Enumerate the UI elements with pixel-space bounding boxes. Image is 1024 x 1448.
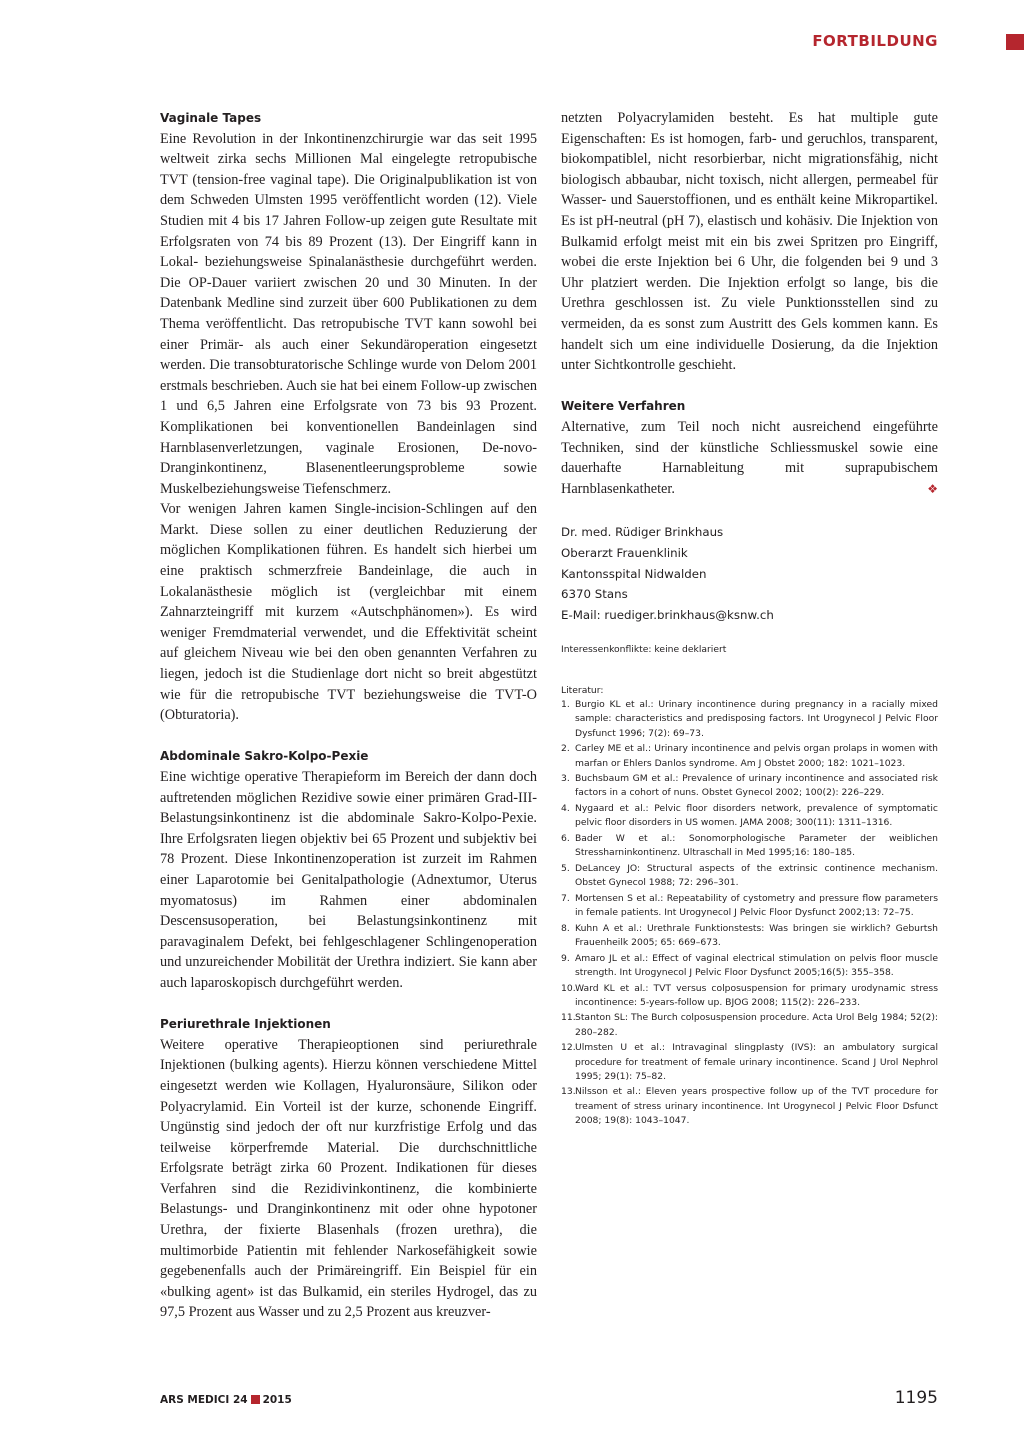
list-item: 5. DeLancey JO: Structural aspects of the extrinsic continence mechanism. Obstet Gynecol 1988; 72: 296–301.	[561, 862, 938, 889]
right-column	[561, 108, 938, 499]
literature-list	[561, 698, 938, 1128]
end-mark-icon: ❖	[927, 481, 938, 496]
literature-title: Literatur:	[561, 685, 604, 696]
list-item: 13. Nilsson et al.: Eleven years prospective follow up of the TVT procedure for treament of stress urinary incontinence. Int Urogynecol J Pelvic Floor Dsfunct 2008; 19(8): 1043–1047.	[561, 1086, 938, 1126]
journal-issue: ARS MEDICI 24	[160, 1394, 248, 1406]
list-item: 1. Burgio KL et al.: Urinary incontinence during pregnancy in a racially mixed sample: characteristics and predisposing factors. Int Urogynecol J Pelvic Floor Dysfunct 1996; 7(2): 69–73.	[561, 699, 938, 739]
list-item: 4. Nygaard et al.: Pelvic floor disorders network, prevalence of symptomatic pelvic floor disorders in US women. JAMA 2008; 300(11): 1311–1316.	[561, 803, 938, 829]
author-position: Oberarzt Frauenklinik	[561, 545, 688, 560]
list-item: 2. Carley ME et al.: Urinary incontinence and pelvis organ prolaps in women with marfan or Ehlers Danlos syndrome. Am J Obstet 2000; 182: 1021–1023.	[561, 743, 938, 769]
conflict-of-interest: Interessenkonflikte: keine deklariert	[561, 644, 727, 655]
list-item: 10. Ward KL et al.: TVT versus colposuspension for primary urodynamic stress incontinence: 5-years-follow up. BJOG 2008; 115(2): 226–233.	[561, 982, 938, 1008]
list-item: 8. Kuhn A et al.: Urethrale Funktionstests: Was bringen sie wirklich? Geburtsh Frauenheilk 2005; 65: 669–673.	[561, 922, 938, 948]
heading-periurethrale-injektionen: Periurethrale Injektionen	[160, 1017, 331, 1032]
author-hospital: Kantonsspital Nidwalden	[561, 566, 707, 581]
footer-journal	[160, 1394, 292, 1406]
list-item: 12. Ulmsten U et al.: Intravaginal slingplasty (IVS): an ambulatory surgical procedure for treatment of female urinary incontinence. Scand J Urol Nephrol 1995; 29(1): 75–82.	[561, 1042, 938, 1082]
heading-vaginal-tapes: Vaginale Tapes	[160, 111, 262, 125]
journal-year: 2015	[262, 1394, 292, 1406]
author-name: Dr. med. Rüdiger Brinkhaus	[561, 525, 724, 539]
literature	[561, 684, 938, 1130]
paragraph: Vor wenigen Jahren kamen Single-incision-Schlingen auf den Markt. Diese sollen zu einer deutlichen Reduzierung der möglichen Komplikationen führen. Es handelt sich hierbei um eine praktisch schmerzfreie Bandeinlage, die auch in Lokalanästhesie möglich ist (vergleichbar mit einem Zahnarzteingriff mit kurzem «Autschphänomen»). Es wird weniger Fremdmaterial verwendet, und die Effektivität scheint auf gleichem Niveau wie bei den oben genannten Verfahren zu liegen, jedoch ist die Studienlage dort nicht so breit abgestützt wie für die retropubische TVT beziehungsweise die TVT-O (Obturatoria).	[160, 501, 537, 724]
section-marker	[1006, 34, 1024, 50]
section-title: FORTBILDUNG	[812, 32, 938, 50]
author-city: 6370 Stans	[561, 587, 628, 602]
paragraph: netzten Polyacrylamiden besteht. Es hat multiple gute Eigenschaften: Es ist homogen, farb- und geruchlos, transparent, biokompatiblel, nicht resorbierbar, nicht migrationsfähig, nicht biologisch abbaubar, nicht toxisch, nicht allergen, permeabel für Wasser- und Sauerstoffionen, und es enthält keine Mikropartikel. Es ist pH-neutral (pH 7), elastisch und kohäsiv. Die Injektion von Bulkamid erfolgt meist mit ein bis zwei Spritzen pro Eingriff, wobei die erste Injektion bei 6 Uhr, die folgenden bei 9 und 3 Uhr platziert werden. Die Injektion erfolgt so lange, bis die Urethra geschlossen ist. Zu viele Punktionsstellen sind zu vermeiden, da es sonst zum Austritt des Gels kommen kann. Es handelt sich um eine individuelle Dosierung, da die Injektion unter Sichtkontrolle geschieht.	[561, 110, 938, 374]
list-item: 9. Amaro JL et al.: Effect of vaginal electrical stimulation on pelvis floor muscle strength. Int Urogynecol J Pelvic Floor Dysfunct 2005;16(5): 355–358.	[561, 952, 938, 978]
paragraph: Weitere operative Therapieoptionen sind periurethrale Injektionen (bulking agents). Hierzu können verschiedene Mittel eingesetzt werden wie Kollagen, Hyaluronsäure, Silikon oder Polyacrylamid. Ein Vorteil ist der kurze, schonende Eingriff. Ungünstig sind jedoch der oft nur kurzfristige Erfolg und das teilweise körperfremde Material. Die durchschnittliche Erfolgsrate beträgt zirka 60 Prozent. Indikationen für dieses Verfahren sind die Rezidivinkontinenz, die kombinierte Belastungs- und Dranginkontinenz mit oder ohne hypotoner Urethra, der fixierte Blasenhals (frozen urethra), die multimorbide Patientin mit fehlender Narkosefähigkeit sowie gegebenenfalls auch der Primäreingriff. Ein Beispiel für ein «bulking agent» ist das Bulkamid, ein steriles Hydrogel, das zu 97,5 Prozent aus Wasser und zu 2,5 Prozent aus kreuzver-	[160, 1036, 537, 1321]
footer-square-icon	[251, 1395, 260, 1404]
paragraph-text: Alternative, zum Teil noch nicht ausreichend eingeführte Techniken, sind der künstliche Schliessmuskel sowie eine dauerhafte Harnableitung mit suprapubischem Harnblasenkatheter.	[561, 418, 938, 497]
author-email[interactable]: E-Mail: ruediger.brinkhaus@ksnw.ch	[561, 608, 774, 623]
list-item: 11. Stanton SL: The Burch colposuspension procedure. Acta Urol Belg 1984; 52(2): 280–282.	[561, 1012, 938, 1038]
list-item: 7. Mortensen S et al.: Repeatability of cystometry and pressure flow parameters in female patients. Int Urogynecol J Pelvic Floor Dysfunct 2002;13: 72–75.	[561, 892, 938, 919]
left-column	[160, 108, 537, 1323]
page-number: 1195	[894, 1388, 938, 1408]
list-item: 3. Buchsbaum GM et al.: Prevalence of urinary incontinence and associated risk factors in a cohort of nuns. Obstet Gynecol 2002; 100(2): 226–229.	[561, 773, 938, 799]
heading-sakro-kolpo-pexie: Abdominale Sakro-Kolpo-Pexie	[160, 749, 369, 764]
paragraph	[561, 417, 938, 499]
paragraph: Eine Revolution in der Inkontinenzchirurgie war das seit 1995 weltweit zirka sechs Millionen Mal eingelegte retropubische TVT (tension-free vaginal tape). Die Originalpublikation ist von dem Schweden Ulmsten 1995 veröffentlicht worden (12). Viele Studien mit 4 bis 17 Jahren Follow-up zeigen gute Resultate mit Erfolgsraten von 74 bis 89 Prozent (13). Der Eingriff kann in Lokal- beziehungsweise Spinalanästhesie durchgeführt werden. Die OP-Dauer variiert zwischen 20 und 30 Minuten. In der Datenbank Medline sind zurzeit über 600 Publikationen zu dem Thema veröffentlicht. Das retropubische TVT kann sowohl bei einer Primär- als auch einer Sekundäroperation eingesetzt werden. Die transobturatorische Schlinge wurde von Delom 2001 erstmals beschrieben. Auch sie hat bei einem Follow-up zwischen 1 und 6,5 Jahren eine Erfolgsrate von 73 bis 93 Prozent. Komplikationen bei konventionellen Bandeinlagen sind Harnblasenverletzungen, vaginale Erosionen, De-novo-Dranginkontinenz, Blasenentleerungsprobleme sowie Muskelbeziehungsweise Tiefenschmerz.	[160, 130, 537, 497]
paragraph: Eine wichtige operative Therapieform im Bereich der dann doch auftretenden möglichen Rezidive sowie einer primären Grad-III-Belastungsinkontinenz ist die abdominale Sakro-Kolpo-Pexie. Ihre Erfolgsraten liegen objektiv bei 65 Prozent und subjektiv bei 78 Prozent. Diese Inkontinenzoperation ist zurzeit im Rahmen einer Laparotomie bei Genitalpathologie (Adnextumor, Uterus myomatosus) im Rahmen einer abdominalen Descensusoperation, bei Belastungsinkontinenz mit paravaginalem Defekt, bei fehlgeschlagener Schlingenoperation und unzureichender Mobilität der Urethra indiziert. Sie kann aber auch laparoskopisch durchgeführt werden.	[160, 769, 537, 991]
list-item: 6. Bader W et al.: Sonomorphologische Parameter der weiblichen Stressharninkontinenz. Ultraschall in Med 1995;16: 180–185.	[561, 833, 938, 859]
author-block	[561, 522, 774, 626]
heading-weitere-verfahren: Weitere Verfahren	[561, 399, 686, 414]
